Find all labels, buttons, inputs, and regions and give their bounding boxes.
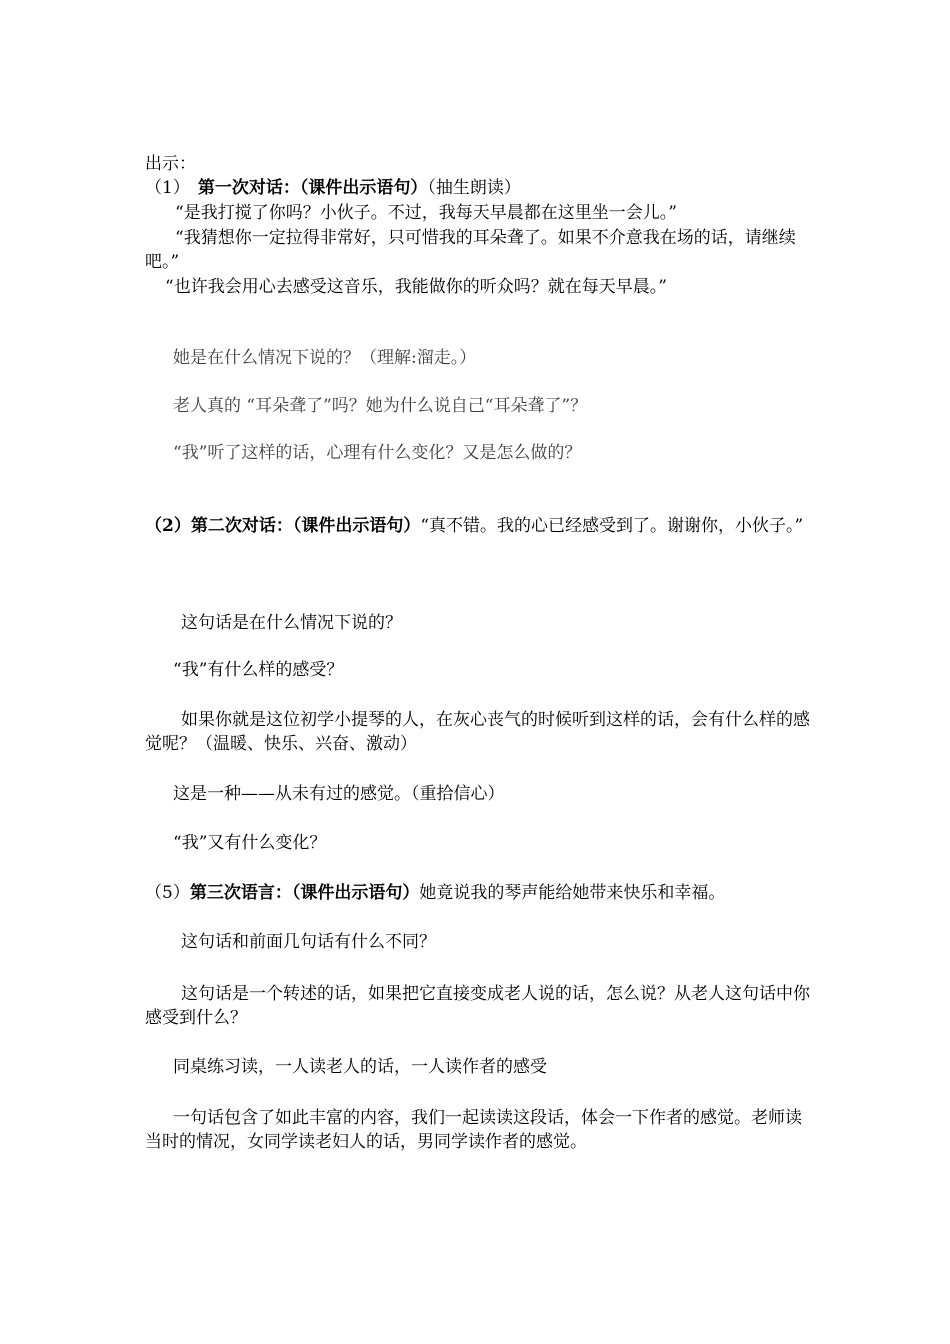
- question-1: 她是在什么情况下说的？（理解:溜走。）: [173, 348, 477, 368]
- section-2-title: （2）第二次对话：（课件出示语句）: [145, 516, 421, 536]
- question-7: “我”又有什么变化？: [173, 833, 327, 853]
- intro-label: 出示：: [145, 154, 196, 174]
- section-1-note: （抽生朗读）: [427, 178, 521, 198]
- question-3: “我”听了这样的话，心理有什么变化？又是怎么做的？: [173, 443, 582, 463]
- statement-1: 这是一种——从未有过的感觉。（重拾信心）: [173, 784, 505, 804]
- section-2-heading: [145, 514, 815, 538]
- section-1-number: （1）: [145, 178, 190, 198]
- section-3-number: （5）: [145, 883, 190, 903]
- section-1-heading: [145, 176, 815, 200]
- quote-3: “也许我会用心去感受这音乐，我能做你的听众吗？就在每天早晨。”: [165, 277, 667, 297]
- section-3-heading: [145, 881, 815, 905]
- question-9: 这句话是一个转述的话，如果把它直接变成老人说的话，怎么说？从老人这句话中你感受到什么？: [145, 984, 810, 1028]
- question-8: 这句话和前面几句话有什么不同？: [181, 932, 436, 952]
- question-5: “我”有什么样的感受？: [173, 660, 344, 680]
- activity-2: 一句话包含了如此丰富的内容，我们一起读读这段话，体会一下作者的感觉。老师读当时的情况，女同学读老妇人的话，男同学读作者的感觉。: [145, 1108, 802, 1152]
- section-2-quote: “真不错。我的心已经感受到了。谢谢你，小伙子。”: [420, 516, 804, 536]
- section-3-sentence: 她竟说我的琴声能给她带来快乐和幸福。: [419, 883, 726, 903]
- activity-1: 同桌练习读，一人读老人的话，一人读作者的感受: [173, 1057, 547, 1077]
- quote-2: “我猜想你一定拉得非常好，只可惜我的耳朵聋了。如果不介意我在场的话，请继续吧。”: [145, 228, 796, 272]
- question-6: 如果你就是这位初学小提琴的人，在灰心丧气的时候听到这样的话，会有什么样的感觉呢？（温暖、快乐、兴奋、激动）: [145, 710, 810, 754]
- section-1-title: 第一次对话：（课件出示语句）: [197, 178, 428, 198]
- question-4: 这句话是在什么情况下说的？: [181, 613, 402, 633]
- question-2: 老人真的 “耳朵聋了”吗？她为什么说自己“耳朵聋了”？: [173, 396, 588, 416]
- quote-1: “是我打搅了你吗？小伙子。不过，我每天早晨都在这里坐一会儿。”: [175, 203, 677, 223]
- section-3-title: 第三次语言：（课件出示语句）: [189, 883, 420, 903]
